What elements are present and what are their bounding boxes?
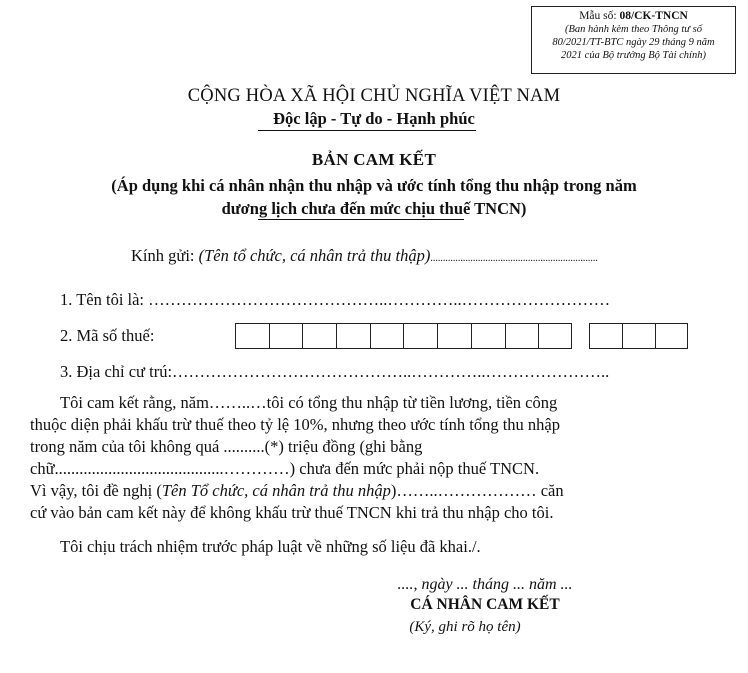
- tax-code-cell[interactable]: [303, 324, 337, 348]
- body-word: quá: [195, 437, 220, 456]
- body-word: năm: [68, 437, 98, 456]
- tax-code-boxes-main[interactable]: [235, 323, 572, 349]
- tax-code-cell[interactable]: [539, 324, 571, 348]
- tax-code-cell[interactable]: [506, 324, 540, 348]
- address-input-dots[interactable]: ……………………………………..…………..…………………..: [172, 362, 610, 381]
- document-subtitle-line-2: dương lịch chưa đến mức chịu thuế TNCN): [221, 199, 527, 218]
- body-word: không: [150, 437, 192, 456]
- signature-date[interactable]: ...., ngày ... tháng ... năm ...: [397, 576, 573, 593]
- body-line-1: Tôi cam kết rằng, năm……..…tôi có tổng thu nhập từ tiền lương, tiền công: [60, 393, 558, 412]
- body-line-5: [30, 480, 670, 502]
- subtitle-underline: [258, 219, 464, 220]
- signature-role: CÁ NHÂN CAM KẾT: [410, 596, 560, 613]
- name-label: 1. Tên tôi là:: [60, 290, 145, 309]
- body-word: đồng: [322, 437, 356, 456]
- signature-instruction: (Ký, ghi rõ họ tên): [409, 619, 521, 635]
- motto-underline: [258, 130, 476, 131]
- body-line-4: chữ.........................................…………) chưa đến mức phải nộp thuế TNCN.: [30, 459, 540, 478]
- document-title: BẢN CAM KẾT: [311, 150, 437, 169]
- address-field-row: [60, 362, 609, 382]
- body-word: triệu: [288, 437, 319, 456]
- tax-code-cell[interactable]: [236, 324, 270, 348]
- tax-code-label: 2. Mã số thuế:: [60, 326, 155, 345]
- body-line-3: [30, 436, 670, 458]
- body-line-5-pre: Vì vậy, tôi đề nghị (: [30, 481, 162, 500]
- body-line-5-italic: Tên Tổ chức, cá nhân trả thu nhập: [161, 481, 391, 500]
- addressee-dots[interactable]: ...................................................................: [430, 253, 598, 264]
- addressee-line: [131, 246, 598, 266]
- addressee-label: Kính gửi:: [131, 246, 195, 265]
- body-line-5-post[interactable]: )……..………………: [390, 481, 537, 500]
- tax-code-suffix-cell[interactable]: [656, 324, 687, 348]
- addressee-placeholder: (Tên tổ chức, cá nhân trả thu thập): [198, 246, 431, 265]
- motto: Độc lập - Tự do - Hạnh phúc: [273, 109, 475, 128]
- document-subtitle-line-1: (Áp dụng khi cá nhân nhận thu nhập và ước tính tổng thu nhập trong năm: [111, 176, 637, 195]
- body-word: (ghi: [359, 437, 387, 456]
- tax-code-cell[interactable]: [337, 324, 371, 348]
- country-heading: CỘNG HÒA XÃ HỘI CHỦ NGHĨA VIỆT NAM: [187, 86, 561, 106]
- body-word: bằng: [390, 437, 423, 456]
- responsibility-statement: Tôi chịu trách nhiệm trước pháp luật về những số liệu đã khai./.: [60, 537, 481, 556]
- body-word: tôi: [128, 437, 146, 456]
- commitment-paragraph: [30, 392, 670, 524]
- tax-code-boxes-suffix[interactable]: [589, 323, 688, 349]
- tax-code-cell[interactable]: [371, 324, 405, 348]
- form-note-line-2: 80/2021/TT-BTC ngày 29 tháng 9 năm: [552, 37, 715, 48]
- name-input-dots[interactable]: ……………………………………..…………..………………………: [148, 290, 611, 309]
- form-note-line-3: 2021 của Bộ trưởng Bộ Tài chính): [561, 50, 706, 61]
- tax-code-cell[interactable]: [472, 324, 506, 348]
- form-number-value: 08/CK-TNCN: [619, 10, 688, 22]
- tax-code-cell[interactable]: [270, 324, 304, 348]
- body-line-2: thuộc diện phải khấu trừ thuế theo tỷ lệ 10%, nhưng theo ước tính tổng thu nhập: [30, 415, 560, 434]
- body-word: của: [101, 437, 125, 456]
- form-number-box: [531, 6, 736, 74]
- tax-code-cell[interactable]: [438, 324, 472, 348]
- tax-code-suffix-cell[interactable]: [623, 324, 656, 348]
- address-label: 3. Địa chỉ cư trú:: [60, 362, 173, 381]
- body-line-5-end: căn: [540, 481, 564, 500]
- tax-code-suffix-cell[interactable]: [590, 324, 623, 348]
- name-field-row: [60, 290, 610, 310]
- form-note-line-1: (Ban hành kèm theo Thông tư số: [565, 24, 702, 35]
- body-word: trong: [30, 437, 65, 456]
- body-line-6: cứ vào bản cam kết này để không khấu trừ thuế TNCN khi trả thu nhập cho tôi.: [30, 503, 554, 522]
- form-number-label: Mẫu số:: [579, 10, 617, 22]
- tax-code-cell[interactable]: [404, 324, 438, 348]
- income-amount-dots[interactable]: ..........(*): [223, 437, 284, 456]
